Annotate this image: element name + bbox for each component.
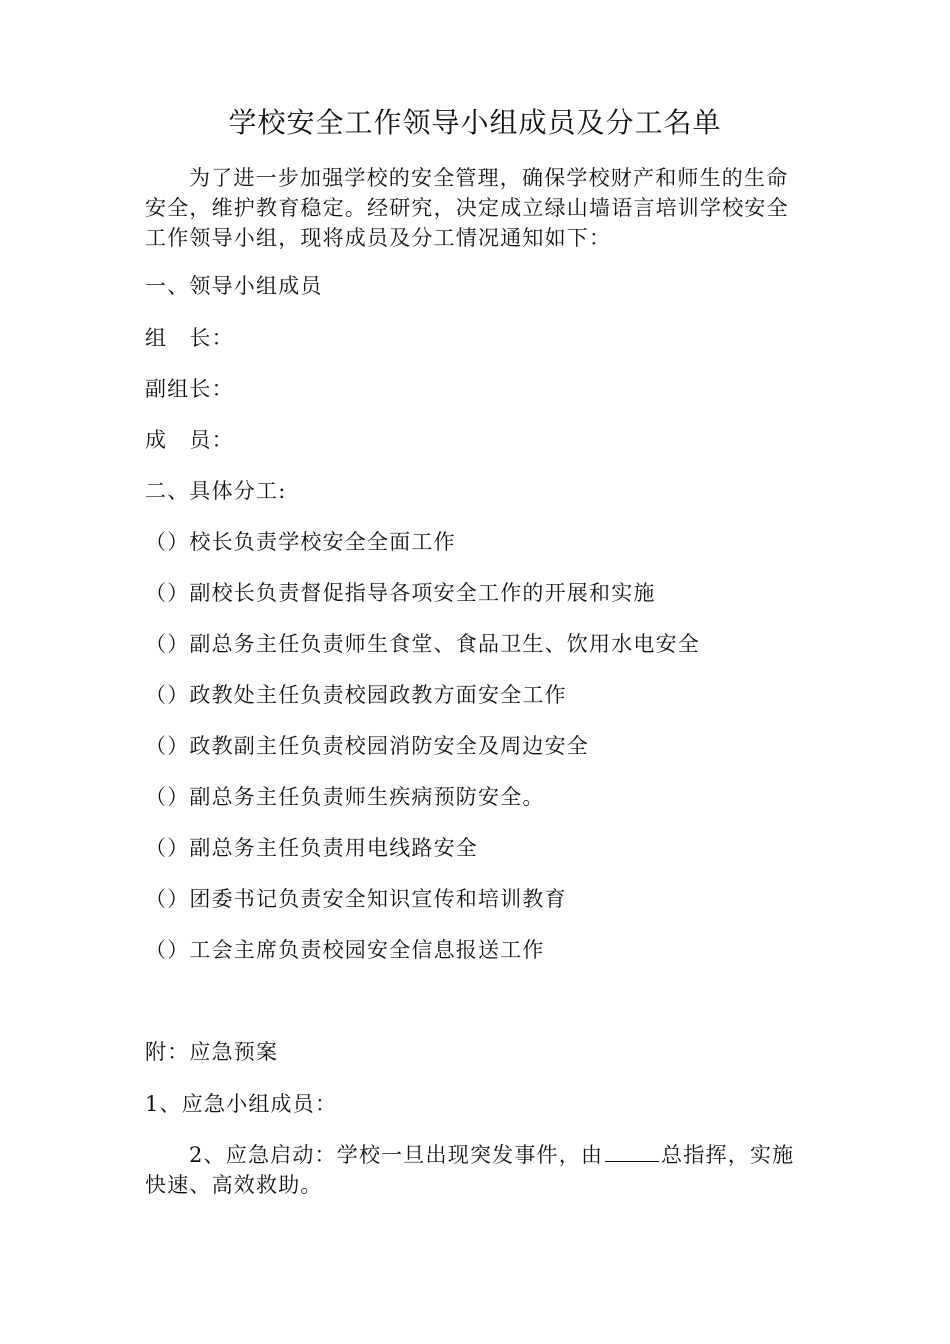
duty-item: （）副总务主任负责用电线路安全 (145, 836, 478, 860)
emergency-start-paragraph (145, 1140, 805, 1200)
duty-item: （）团委书记负责安全知识宣传和培训教育 (145, 887, 567, 911)
document-title: 学校安全工作领导小组成员及分工名单 (228, 106, 722, 139)
duty-item: （）政教处主任负责校园政教方面安全工作 (145, 683, 567, 707)
section-heading-leadership: 一、领导小组成员 (145, 274, 323, 298)
duty-item: （）副总务主任负责师生疾病预防安全。 (145, 785, 545, 809)
deputy-leader-line: 副组长： (145, 377, 234, 401)
fill-in-blank (605, 1141, 659, 1162)
emergency-members-line: 1、应急小组成员： (145, 1092, 338, 1116)
section-heading-duties: 二、具体分工: (145, 479, 287, 503)
duty-item: （）副校长负责督促指导各项安全工作的开展和实施 (145, 581, 656, 605)
emergency-start-text-cont: 总指挥，实施快速、高效救助。 (145, 1143, 795, 1197)
duty-item: （）政教副主任负责校园消防安全及周边安全 (145, 734, 589, 758)
duty-item: （）工会主席负责校园安全信息报送工作 (145, 938, 545, 962)
duty-item: （）校长负责学校安全全面工作 (145, 530, 456, 554)
duty-item: （）副总务主任负责师生食堂、食品卫生、饮用水电安全 (145, 632, 700, 656)
appendix-heading: 附：应急预案 (145, 1040, 279, 1064)
members-line: 成 员： (145, 428, 234, 452)
leader-line: 组 长： (145, 326, 234, 350)
emergency-start-text: 2、应急启动：学校一旦出现突发事件，由 (189, 1143, 604, 1167)
intro-paragraph: 为了进一步加强学校的安全管理，确保学校财产和师生的生命安全，维护教育稳定。经研究，决定成立绿山墙语言培训学校安全工作领导小组，现将成员及分工情况通知如下： (145, 166, 789, 250)
